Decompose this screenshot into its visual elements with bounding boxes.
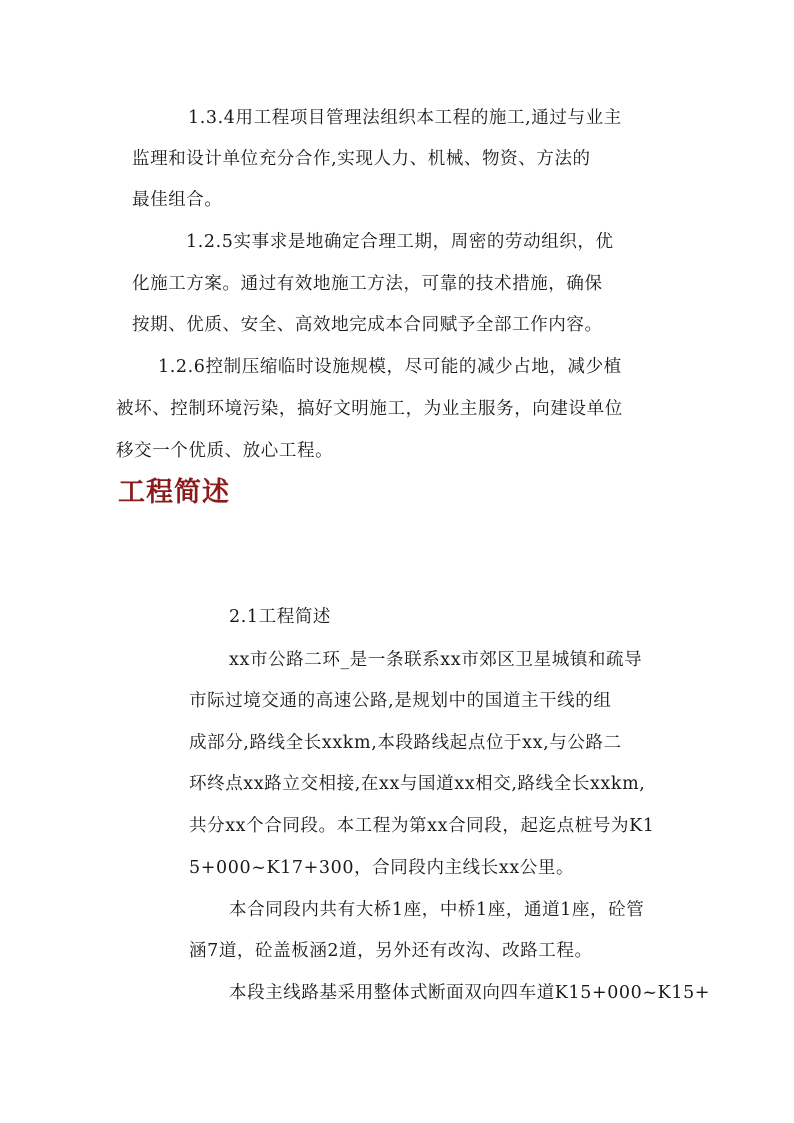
subsection-title: 2.1工程简述	[229, 607, 332, 627]
paragraph-line: 监理和设计单位充分合作,实现人力、机械、物资、方法的	[132, 149, 591, 169]
paragraph-line: 涵7道，砼盖板涵2道，另外还有改沟、改路工程。	[189, 941, 593, 961]
paragraph-line: 按期、优质、安全、高效地完成本合同赋予全部工作内容。	[132, 315, 603, 335]
paragraph-line: 化施工方案。通过有效地施工方法，可靠的技术措施，确保	[132, 274, 603, 294]
paragraph-line: 成部分,路线全长xxkm,本段路线起点位于xx,与公路二	[189, 733, 622, 753]
paragraph-line: 1.2.6控制压缩临时设施规模，尽可能的减少占地，减少植	[158, 357, 622, 377]
section-heading: 工程简述	[118, 477, 230, 508]
paragraph-line: 本段主线路基采用整体式断面双向四车道K15+000~K15+	[229, 983, 711, 1003]
paragraph-line: 共分xx个合同段。本工程为第xx合同段，起迄点桩号为K1	[189, 816, 655, 836]
paragraph-line: 5+000~K17+300，合同段内主线长xx公里。	[189, 858, 575, 878]
paragraph-line: 被坏、控制环境污染，搞好文明施工，为业主服务，向建设单位	[116, 399, 623, 419]
paragraph-line: 环终点xx路立交相接,在xx与国道xx相交,路线全长xxkm,	[189, 774, 646, 794]
paragraph-line: 最佳组合。	[132, 190, 223, 210]
paragraph-line: 本合同段内共有大桥1座，中桥1座，通道1座，砼管	[229, 900, 645, 920]
paragraph-line: 移交一个优质、放心工程。	[116, 441, 334, 461]
paragraph-line: 1.2.5实事求是地确定合理工期，周密的劳动组织，优	[186, 232, 614, 252]
paragraph-line: 市际过境交通的高速公路,是规划中的国道主干线的组	[189, 691, 612, 711]
paragraph-line: xx市公路二环_是一条联系xx市郊区卫星城镇和疏导	[229, 650, 643, 670]
paragraph-line: 1.3.4用工程项目管理法组织本工程的施工,通过与业主	[188, 108, 622, 128]
